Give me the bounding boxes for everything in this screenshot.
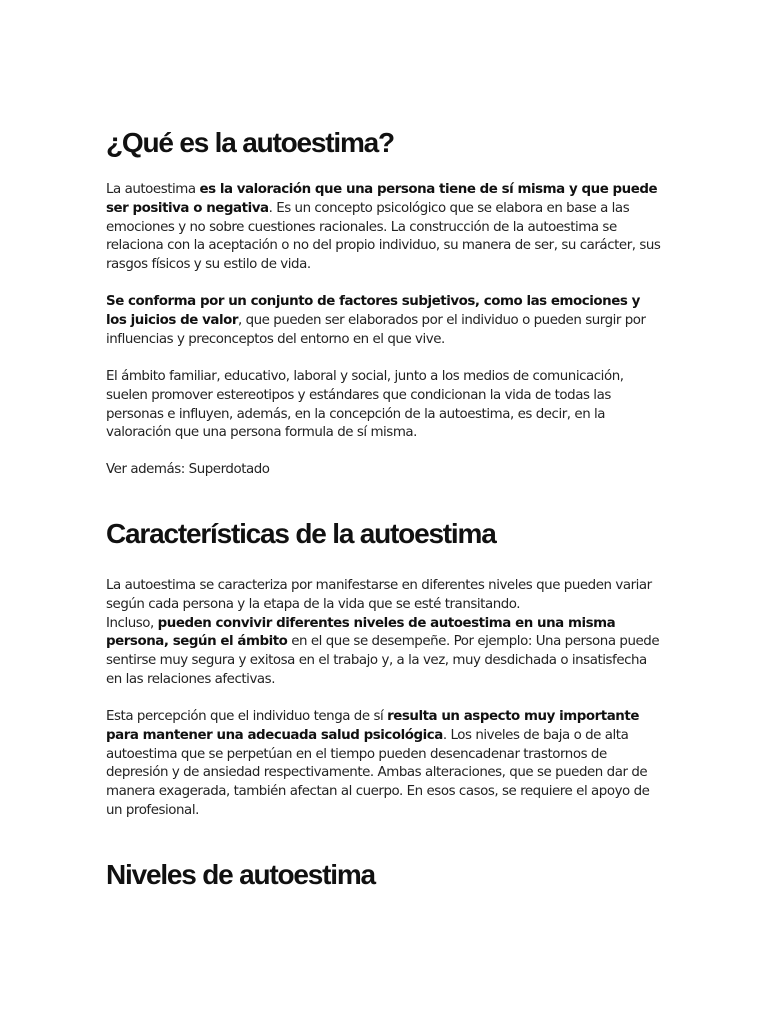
text-segment: Incluso, (106, 615, 158, 631)
text-segment: , que pueden ser elaborados por el individuo o pueden surgir por influencias y preconceptos del entorno en el que vive. (106, 312, 646, 347)
text-segment: La autoestima se caracteriza por manifestarse en diferentes niveles que pueden variar según cada persona y la etapa de la vida que se esté transitando. (106, 578, 652, 612)
text-segment: La autoestima (106, 182, 200, 197)
bold-text-segment: es la valoración que una persona tiene de sí misma y que puede ser positiva o negativa (106, 182, 658, 216)
section-heading-que-es: ¿Qué es la autoestima? (106, 127, 394, 158)
text-segment: en el que se desempeñe. Por ejemplo: Una persona puede sentirse muy segura y exitosa en el trabajo y, a la vez, muy desdichada o insatisfecha en las relaciones afectivas. (106, 634, 660, 687)
section-heading-niveles: Niveles de autoestima (106, 859, 375, 890)
paragraph-niveles-variacion (106, 577, 664, 690)
see-also-link[interactable] (106, 461, 270, 480)
see-also-link-text[interactable]: Ver además: Superdotado (106, 462, 270, 477)
paragraph-definicion (106, 181, 664, 275)
bold-text-segment: resulta un aspecto muy importante para mantener una adecuada salud psicológica (106, 709, 639, 743)
section-heading-caracteristicas: Características de la autoestima (106, 518, 496, 549)
paragraph-ambito (106, 368, 664, 443)
bold-text-segment: Se conforma por un conjunto de factores subjetivos, como las emociones y los juicios de valor (106, 294, 640, 328)
text-segment: . Los niveles de baja o de alta autoestima que se perpetúan en el tiempo pueden desencadenar trastornos de depresión y de ansiedad respectivamente. Ambas alteraciones, que se pueden dar de manera exagerada, también afectan al cuerpo. En esos casos, se requiere el apoyo de un profesional. (106, 727, 650, 818)
text-segment: . Es un concepto psicológico que se elabora en base a las emociones y no sobre cuestiones racionales. La construcción de la autoestima se relaciona con la aceptación o no del propio individuo, su manera de ser, su carácter, sus rasgos físicos y su estilo de vida. (106, 200, 661, 273)
text-segment: El ámbito familiar, educativo, laboral y social, junto a los medios de comunicación, suelen promover estereotipos y estándares que condicionan la vida de todas las personas e influyen, además, en la concepción de la autoestima, es decir, en la valoración que una persona formula de sí misma. (106, 369, 624, 441)
bold-text-segment: pueden convivir diferentes niveles de autoestima en una misma persona, según el ámbito (106, 615, 616, 650)
paragraph-salud-psicologica (106, 708, 664, 821)
paragraph-factores (106, 293, 664, 349)
text-segment: Esta percepción que el individuo tenga de sí (106, 709, 388, 724)
